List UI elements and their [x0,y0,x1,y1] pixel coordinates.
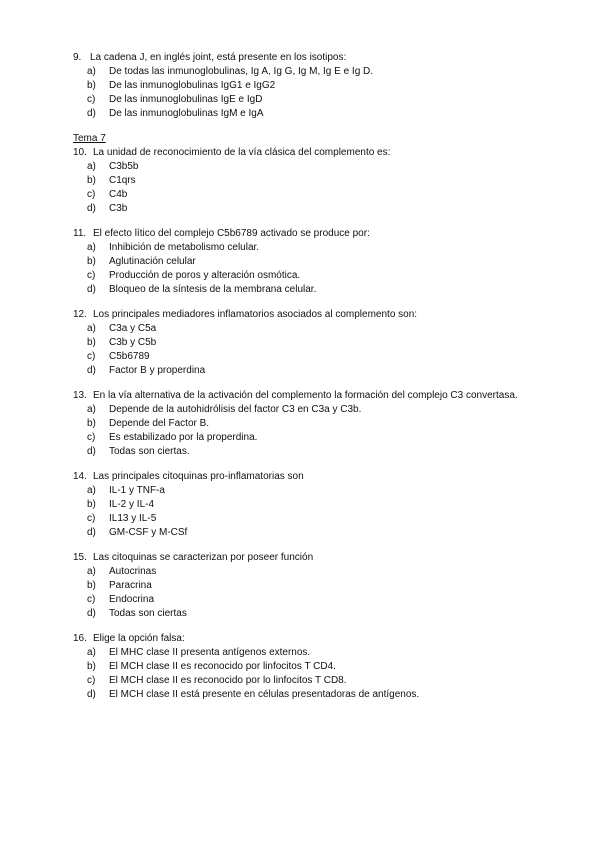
question-text: Las principales citoquinas pro-inflamatorias son [93,471,304,482]
option-text: GM-CSF y M-CSf [109,527,188,538]
option-letter: c) [87,270,96,281]
option-item [73,688,543,702]
option-item [73,364,543,378]
questions-block-1 [73,51,543,121]
option-text: El MHC clase II presenta antígenos externos. [109,647,311,658]
option-letter: a) [87,66,96,77]
option-letter: c) [87,189,96,200]
question-stem [73,632,543,646]
question-number: 12. [73,309,87,320]
question-stem [73,389,543,403]
option-letter: c) [87,351,96,362]
option-text: IL13 y IL-5 [109,513,157,524]
question-item [73,51,543,121]
option-letter: d) [87,689,96,700]
option-text: Depende de la autohidrólisis del factor C3 en C3a y C3b. [109,404,362,415]
option-letter: b) [87,80,96,91]
option-letter: a) [87,323,96,334]
option-item [73,93,543,107]
question-text: Los principales mediadores inflamatorios asociados al complemento son: [93,309,418,320]
option-item [73,674,543,688]
option-text: De las inmunoglobulinas IgM e IgA [109,108,264,119]
option-item [73,417,543,431]
option-text: Factor B y properdina [109,365,206,376]
option-text: C1qrs [109,175,136,186]
option-text: De las inmunoglobulinas IgG1 e IgG2 [109,80,276,91]
option-letter: c) [87,94,96,105]
question-item [73,551,543,621]
option-letter: a) [87,566,96,577]
option-text: C3a y C5a [109,323,157,334]
options-list [73,484,543,540]
theme-heading: Tema 7 [73,133,106,144]
option-item [73,174,543,188]
question-number: 11. [73,228,87,239]
option-item [73,160,543,174]
option-letter: b) [87,580,96,591]
option-item [73,646,543,660]
option-item [73,322,543,336]
option-item [73,350,543,364]
question-text: La cadena J, en inglés joint, está presente en los isotipos: [90,52,347,63]
question-number: 13. [73,390,87,401]
option-text: IL-1 y TNF-a [109,485,165,496]
question-number: 16. [73,633,87,644]
option-item [73,188,543,202]
option-text: Producción de poros y alteración osmótica. [109,270,301,281]
question-item [73,308,543,378]
option-letter: d) [87,527,96,538]
option-letter: d) [87,365,96,376]
option-text: Endocrina [109,594,155,605]
option-letter: b) [87,337,96,348]
option-letter: b) [87,499,96,510]
option-letter: a) [87,404,96,415]
option-text: De todas las inmunoglobulinas, Ig A, Ig G, Ig M, Ig E e Ig D. [109,66,374,77]
question-stem [73,470,543,484]
option-text: De las inmunoglobulinas IgE e IgD [109,94,263,105]
option-letter: c) [87,432,96,443]
questions-block-2 [73,146,543,702]
question-stem [73,146,543,160]
question-text: En la vía alternativa de la activación del complemento la formación del complejo C3 convertasa. [93,390,518,401]
option-item [73,593,543,607]
question-list [73,51,543,702]
question-number: 9. [73,52,82,63]
question-item [73,146,543,216]
question-stem [73,308,543,322]
option-letter: d) [87,446,96,457]
option-text: Bloqueo de la síntesis de la membrana celular. [109,284,317,295]
question-item [73,632,543,702]
option-item [73,65,543,79]
option-item [73,660,543,674]
option-item [73,202,543,216]
option-text: C3b5b [109,161,139,172]
option-text: IL-2 y IL-4 [109,499,155,510]
option-text: Aglutinación celular [109,256,196,267]
option-letter: a) [87,485,96,496]
option-item [73,107,543,121]
option-item [73,241,543,255]
option-text: El MCH clase II es reconocido por linfocitos T CD4. [109,661,336,672]
options-list [73,160,543,216]
option-text: Es estabilizado por la properdina. [109,432,258,443]
option-item [73,336,543,350]
option-item [73,607,543,621]
option-item [73,565,543,579]
option-item [73,431,543,445]
option-letter: b) [87,418,96,429]
option-text: Depende del Factor B. [109,418,210,429]
option-text: C5b6789 [109,351,150,362]
option-item [73,403,543,417]
option-item [73,526,543,540]
question-number: 15. [73,552,87,563]
option-text: Inhibición de metabolismo celular. [109,242,260,253]
option-item [73,484,543,498]
option-letter: d) [87,203,96,214]
option-letter: c) [87,513,96,524]
option-item [73,79,543,93]
options-list [73,65,543,121]
question-text: Las citoquinas se caracterizan por poseer función [93,552,314,563]
question-stem [73,51,543,65]
option-letter: c) [87,594,96,605]
question-text: El efecto lítico del complejo C5b6789 activado se produce por: [93,228,370,239]
option-text: Todas son ciertas [109,608,187,619]
option-item [73,255,543,269]
options-list [73,565,543,621]
option-letter: b) [87,661,96,672]
option-letter: d) [87,608,96,619]
option-letter: b) [87,256,96,267]
option-letter: a) [87,647,96,658]
option-text: Autocrinas [109,566,157,577]
option-text: Paracrina [109,580,152,591]
option-item [73,512,543,526]
options-list [73,322,543,378]
option-text: El MCH clase II está presente en células presentadoras de antígenos. [109,689,420,700]
option-text: Todas son ciertas. [109,446,190,457]
question-stem [73,551,543,565]
option-letter: d) [87,284,96,295]
question-item [73,389,543,459]
question-text: Elige la opción falsa: [93,633,185,644]
option-item [73,579,543,593]
option-letter: a) [87,242,96,253]
question-number: 14. [73,471,87,482]
question-stem [73,227,543,241]
option-text: C3b y C5b [109,337,157,348]
option-item [73,498,543,512]
option-letter: d) [87,108,96,119]
question-item [73,227,543,297]
option-text: C4b [109,189,128,200]
options-list [73,403,543,459]
option-item [73,445,543,459]
question-text: La unidad de reconocimiento de la vía clásica del complemento es: [93,147,391,158]
question-number: 10. [73,147,87,158]
option-item [73,283,543,297]
option-letter: a) [87,161,96,172]
options-list [73,646,543,702]
option-text: C3b [109,203,128,214]
options-list [73,241,543,297]
question-item [73,470,543,540]
option-letter: b) [87,175,96,186]
option-letter: c) [87,675,96,686]
option-text: El MCH clase II es reconocido por lo linfocitos T CD8. [109,675,347,686]
option-item [73,269,543,283]
